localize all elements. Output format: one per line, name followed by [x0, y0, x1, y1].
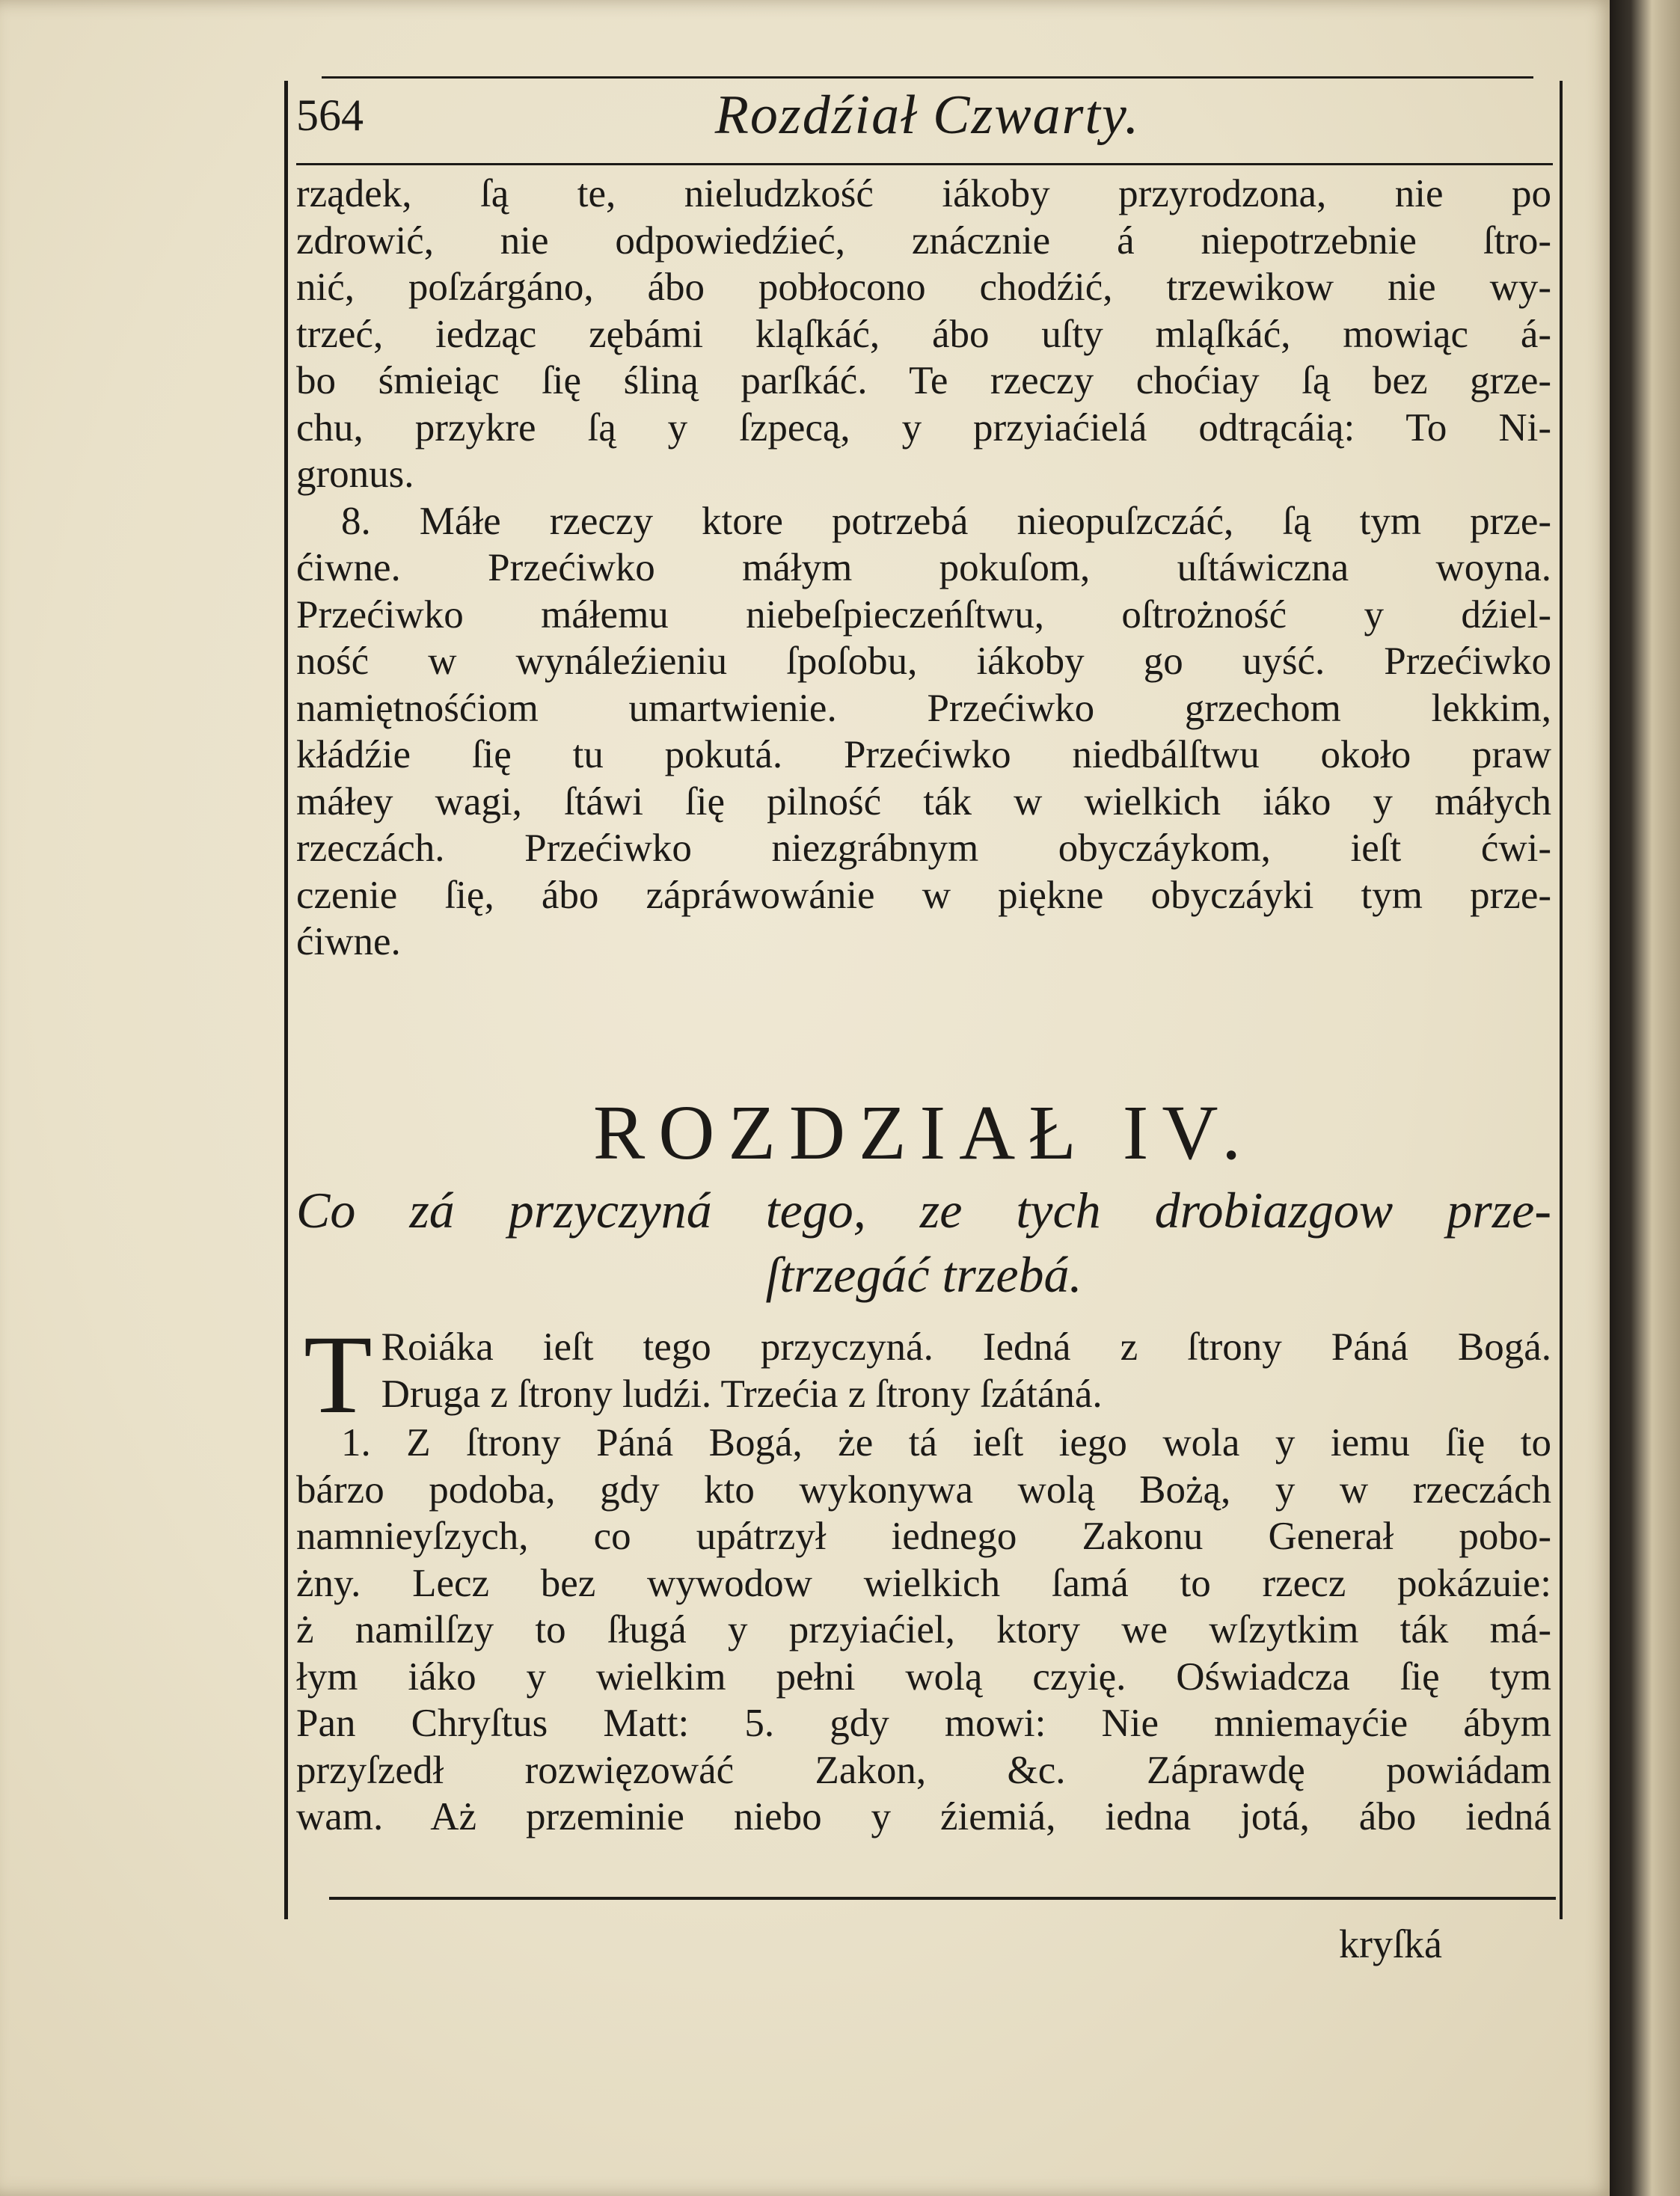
text-line: nić, poſzárgáno, ábo pobłocono chodźić, trzewikow nie wy-: [296, 266, 1551, 309]
text-line: rzeczách. Przećiwko niezgrábnym obyczáykom, ieſt ćwi-: [296, 826, 1551, 870]
top-rule: [322, 76, 1533, 79]
body-text: [296, 171, 1551, 966]
text-line: máłey wagi, ſtáwi ſię pilność ták w wielkich iáko y máłych: [296, 779, 1551, 824]
text-line: ćiwne. Przećiwko máłym pokuſom, uſtáwiczna woyna.: [296, 546, 1551, 589]
text-line: ność w wynáleźieniu ſpoſobu, iákoby go uyść. Przećiwko: [296, 640, 1551, 683]
chapter-text: [296, 1313, 1551, 1841]
text-line: łym iáko y wielkim pełni wolą czyię. Oświadcza ſię tym: [296, 1654, 1551, 1699]
text-line: ćiwne.: [296, 920, 401, 963]
header-rule: [296, 163, 1553, 165]
text-line: ż namilſzy to ſługá y przyiaćiel, ktory we wſzytkim ták má-: [296, 1608, 1551, 1651]
subtitle-line: Co zá przyczyná tego, ze tych drobiazgow prze-: [296, 1182, 1551, 1239]
text-line: Druga z ſtrony ludźi. Trzećia z ſtrony ſzátáná.: [381, 1372, 1103, 1416]
text-line: Przećiwko máłemu niebeſpieczeńſtwu, oſtrożność y dźiel-: [296, 592, 1551, 637]
text-line: namnieyſzych, co upátrzył iednego Zakonu Generał pobo-: [296, 1515, 1551, 1558]
subtitle-line: ſtrzegáć trzebá.: [765, 1246, 1082, 1303]
text-line: czenie ſię, ábo zápráwowánie w piękne obyczáyki tym prze-: [296, 873, 1551, 917]
text-line: 1. Z ſtrony Páná Bogá, że tá ieſt iego wola y iemu ſię to: [341, 1421, 1551, 1464]
text-line: trzeć, iedząc zębámi kląſkáć, ábo uſty mląſkáć, mowiąc á-: [296, 312, 1551, 356]
text-line: zdrowić, nie odpowiedźieć, znácznie á niepotrzebnie ſtro-: [296, 218, 1551, 263]
text-line: kłádźie ſię tu pokutá. Przećiwko niedbálſtwu około praw: [296, 733, 1551, 776]
text-line: przyſzedł rozwięzowáć Zakon, &c. Záprawdę powiádam: [296, 1748, 1551, 1792]
running-title: Rozdźiał Czwarty.: [714, 85, 1141, 146]
text-line: bárzo podoba, gdy kto wykonywa wolą Bożą, y w rzeczách: [296, 1467, 1551, 1512]
drop-cap: T: [304, 1313, 373, 1437]
chapter-subtitle: [296, 1178, 1551, 1307]
text-line: rządek, ſą te, nieludzkość iákoby przyrodzona, nie po: [296, 172, 1551, 215]
text-line: Roiáka ieſt tego przyczyná. Iedná z ſtrony Páná Bogá.: [381, 1325, 1551, 1369]
text-line: gronus.: [296, 453, 414, 496]
page-number: 564: [296, 91, 364, 140]
text-line: żny. Lecz bez wywodow wielkich ſamá to rzecz pokázuie:: [296, 1561, 1551, 1605]
text-line: wam. Aż przeminie niebo y źiemiá, iedna jotá, ábo iedná: [296, 1795, 1551, 1838]
text-line: bo śmieiąc ſię śliną parſkáć. Te rzeczy choćiay ſą bez grze-: [296, 359, 1551, 402]
bottom-rule: [329, 1897, 1556, 1900]
text-line: Pan Chryſtus Matt: 5. gdy mowi: Nie mniemayćie ábym: [296, 1702, 1551, 1745]
text-line: chu, przykre ſą y ſzpecą, y przyiaćielá odtrącáią: To Ni-: [296, 405, 1551, 450]
text-line: 8. Máłe rzeczy ktore potrzebá nieopuſzczáć, ſą tym prze-: [341, 499, 1551, 543]
text-line: namiętnośćiom umartwienie. Przećiwko grzechom lekkim,: [296, 686, 1551, 730]
catchword: kryſká: [1339, 1922, 1442, 1966]
chapter-heading: ROZDZIAŁ IV.: [592, 1090, 1255, 1176]
facing-page-edge: [1610, 0, 1680, 2196]
